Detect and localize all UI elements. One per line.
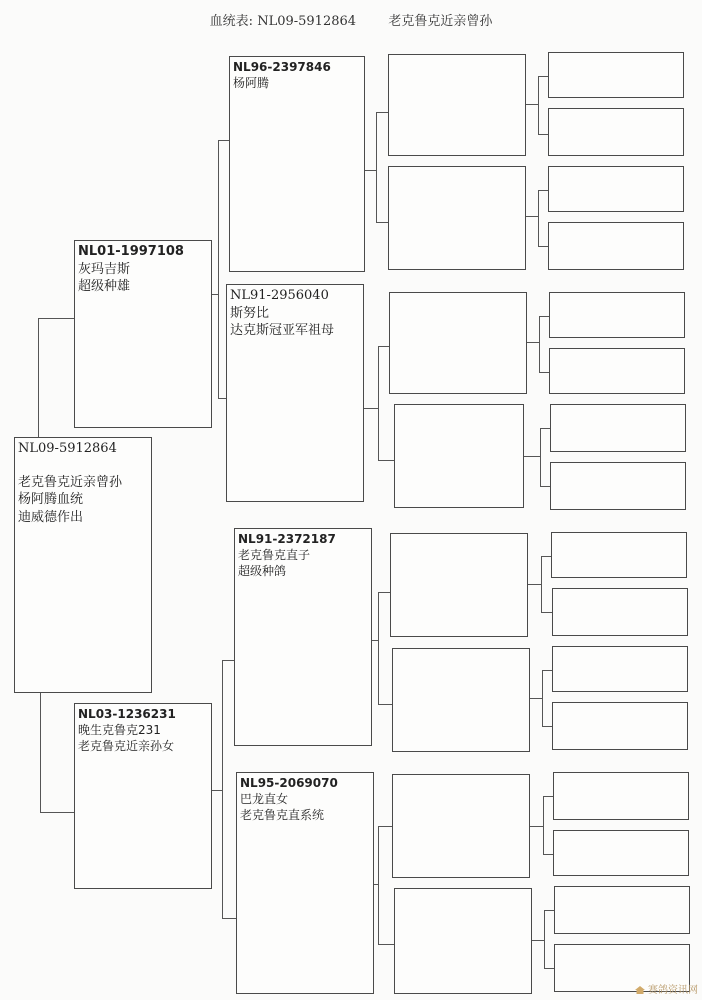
connector-line [378,944,394,945]
dam-line2: 老克鲁克近亲孙女 [78,739,175,754]
subject-line1: 老克鲁克近亲曾孙 [18,474,123,490]
connector-line [218,140,229,141]
connector-line [378,826,379,944]
gen5-box [551,532,687,578]
connector-line [541,556,542,612]
dam-dam-line1: 巴龙直女 [240,792,289,807]
gen5-box [548,166,684,212]
sire-bird-box [74,240,212,428]
connector-line [218,398,226,399]
gen5-box [554,886,690,934]
connector-line [538,76,539,134]
connector-line [364,408,378,409]
connector-line [526,216,538,217]
gen5-box [552,646,688,692]
connector-line [530,826,543,827]
connector-line [376,112,388,113]
connector-line [376,222,388,223]
dam-sire-line2: 超级种鸽 [238,564,287,579]
gen4-box [389,292,527,394]
connector-line [222,918,236,919]
header-title-prefix: 血统表: [209,14,254,29]
connector-line [38,318,39,437]
connector-line [532,940,544,941]
connector-line [222,660,223,918]
subject-line2: 杨阿腾血统 [18,492,84,508]
connector-line [538,190,539,246]
header-subtitle: 老克鲁克近亲曾孙 [388,14,493,29]
house-logo-icon [634,985,646,995]
connector-line [540,428,550,429]
pedigree-header [0,10,702,29]
connector-line [527,342,539,343]
connector-line [538,134,548,135]
connector-line [538,190,548,191]
connector-line [378,592,379,704]
dam-sire-line1: 老克鲁克直子 [238,548,311,563]
connector-line [38,318,74,319]
connector-line [543,796,544,854]
gen5-box [548,52,684,98]
connector-line [544,910,554,911]
connector-line [524,456,540,457]
sire-sire-ring: NL96-2397846 [233,60,331,74]
connector-line [378,346,389,347]
dam-sire-bird-box [234,528,372,746]
connector-line [538,246,548,247]
dam-bird-box [74,703,212,889]
connector-line [528,584,541,585]
dam-dam-line2: 老克鲁克直系统 [240,808,325,823]
sire-ring: NL01-1997108 [78,244,184,259]
connector-line [376,112,377,222]
connector-line [539,372,549,373]
connector-line [542,670,543,726]
connector-line [543,796,553,797]
connector-line [40,812,74,813]
connector-line [378,460,394,461]
connector-line [222,660,234,661]
sire-dam-line2: 达克斯冠亚军祖母 [230,323,335,339]
gen4-box [392,774,530,878]
sire-dam-ring: NL91-2956040 [230,288,329,303]
sire-dam-line1: 斯努比 [230,305,270,321]
watermark [634,981,698,996]
connector-line [544,968,554,969]
connector-line [542,670,552,671]
connector-line [540,428,541,486]
dam-sire-ring: NL91-2372187 [238,532,336,546]
connector-line [541,612,552,613]
subject-ring: NL09-5912864 [18,441,117,456]
connector-line [378,704,392,705]
sire-sire-bird-box [229,56,365,272]
gen4-box [390,533,528,637]
connector-line [378,826,392,827]
connector-line [365,170,376,171]
connector-line [530,698,542,699]
sire-dam-bird-box [226,284,364,502]
gen5-box [553,830,689,876]
gen4-box [394,404,524,508]
gen5-box [549,348,685,394]
dam-line1: 晚生克鲁克231 [78,723,161,738]
gen5-box [553,772,689,820]
subject-line3: 迪威德作出 [18,509,84,525]
connector-line [542,726,552,727]
dam-ring: NL03-1236231 [78,707,176,721]
connector-line [541,556,551,557]
header-ring: NL09-5912864 [257,14,357,29]
sire-line1: 灰玛吉斯 [78,261,131,277]
dam-dam-bird-box [236,772,374,994]
watermark-text: 赛鸽资讯网 [648,985,698,996]
connector-line [539,316,549,317]
gen5-box [552,588,688,636]
gen4-box [388,166,526,270]
gen5-box [548,108,684,156]
connector-line [526,104,538,105]
subject-bird-box [14,437,152,693]
connector-line [543,854,553,855]
gen5-box [549,292,685,338]
gen5-box [552,702,688,750]
sire-line2: 超级种雄 [78,279,131,295]
gen4-box [388,54,526,156]
gen4-box [392,648,530,752]
connector-line [378,346,379,460]
connector-line [212,790,222,791]
connector-line [540,486,550,487]
gen5-box [550,404,686,452]
gen5-box [550,462,686,510]
connector-line [218,140,219,398]
connector-line [539,316,540,372]
connector-line [544,910,545,968]
connector-line [538,76,548,77]
dam-dam-ring: NL95-2069070 [240,776,338,790]
connector-line [40,693,41,812]
connector-line [378,592,390,593]
gen4-box [394,888,532,994]
sire-sire-line1: 杨阿腾 [233,76,270,91]
gen5-box [548,222,684,270]
